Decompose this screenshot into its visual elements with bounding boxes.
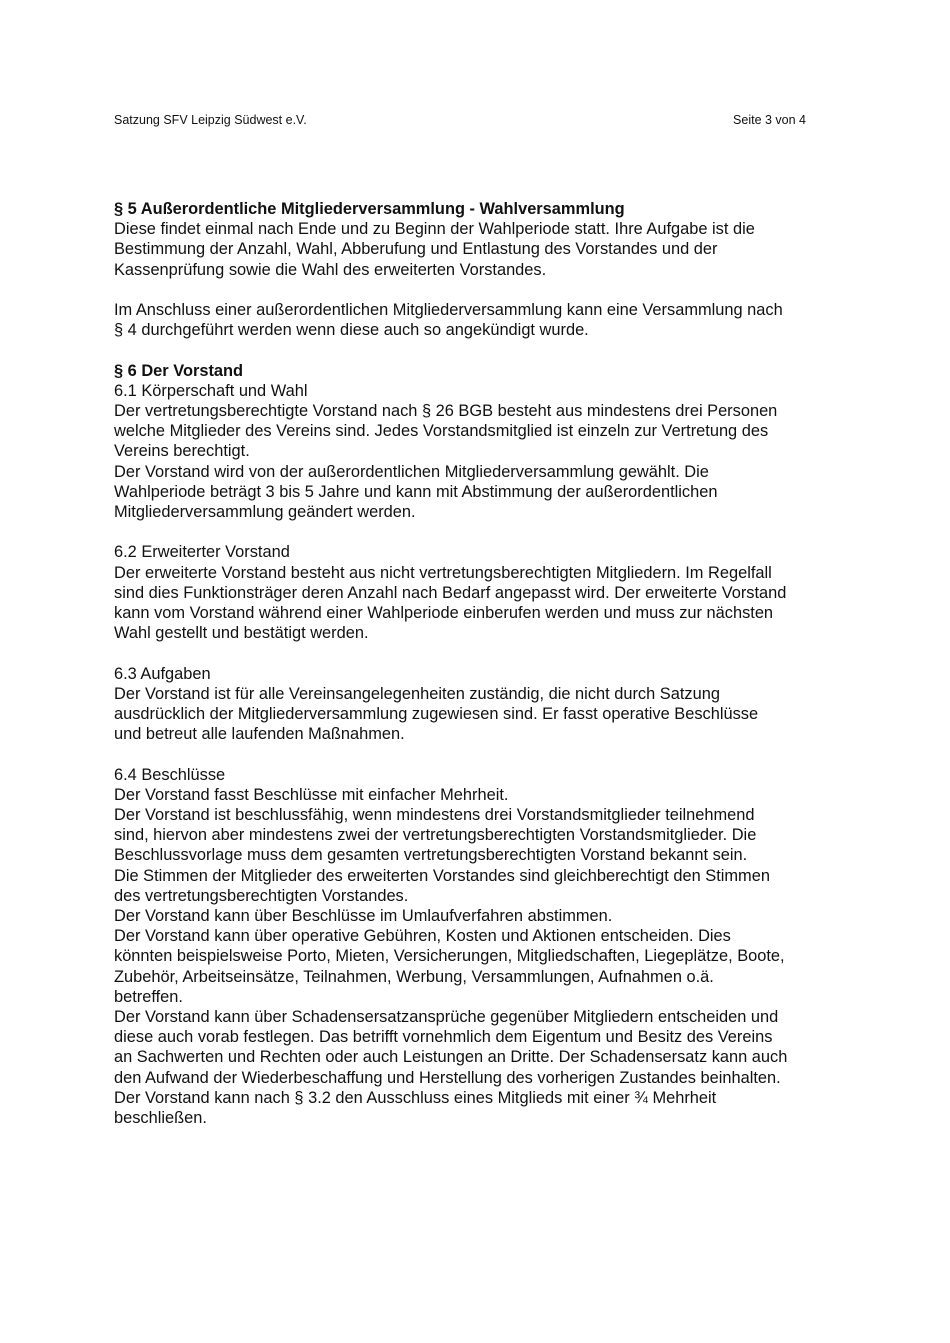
header-document-title: Satzung SFV Leipzig Südwest e.V. (114, 113, 307, 127)
subsection-6-4-body: Der Vorstand fasst Beschlüsse mit einfacher Mehrheit. Der Vorstand ist beschlussfähig, wenn mindestens drei Vorstandsmitglieder teilnehmend sind, hiervon aber mindestens zwei der vertretungsberechtigten Vorstandsmitglieder. Die Beschlussvorlage muss dem gesamten vertretungsberechtigten Vorstand bekannt sein. Die Stimmen der Mitglieder des erweiterten Vorstandes sind gleichberechtigt den Stimmen des vertretungsberechtigten Vorstandes. Der Vorstand kann über Beschlüsse im Umlaufverfahren abstimmen. Der Vorstand kann über operative Gebühren, Kosten und Aktionen entscheiden. Dies könnten beispielsweise Porto, Mieten, Versicherungen, Mitgliedschaften, Liegeplätze, Boote, Zubehör, Arbeitseinsätze, Teilnahmen, Werbung, Versammlungen, Aufnahmen o.ä. betreffen. Der Vorstand kann über Schadensersatzansprüche gegenüber Mitgliedern entscheiden und diese auch vorab festlegen. Das betrifft vornehmlich dem Eigentum und Besitz des Vereins an Sachwerten und Rechten oder auch Leistungen an Dritte. Der Schadensersatz kann auch den Aufwand der Wiederbeschaffung und Herstellung des vorherigen Zustandes beinhalten. Der Vorstand kann nach § 3.2 den Ausschluss eines Mitglieds mit einer ¾ Mehrheit beschließen. (114, 785, 788, 1128)
subsection-6-2-body: Der erweiterte Vorstand besteht aus nicht vertretungsberechtigten Mitgliedern. Im Regelfall sind dies Funktionsträger deren Anzahl nach Bedarf angepasst wird. Der erweiterte Vorstand kann vom Vorstand während einer Wahlperiode einberufen werden und muss zur nächsten Wahl gestellt und bestätigt werden. (114, 563, 787, 643)
subsection-6-2-title: 6.2 Erweiterter Vorstand (114, 543, 290, 562)
paragraph-spacer (114, 744, 854, 764)
section-5-heading: § 5 Außerordentliche Mitgliederversammlung - Wahlversammlung (114, 200, 625, 218)
header-page-number: Seite 3 von 4 (733, 113, 806, 127)
subsection-6-4-title: 6.4 Beschlüsse (114, 765, 226, 784)
section-6-heading: § 6 Der Vorstand (114, 361, 244, 380)
subsection-6-3-body: Der Vorstand ist für alle Vereinsangelegenheiten zuständig, die nicht durch Satzung ausdrücklich der Mitgliederversammlung zugewiesen sind. Er fasst operative Beschlüsse und betreut alle laufenden Maßnahmen. (114, 684, 759, 744)
section-5-paragraph-2: Im Anschluss einer außerordentlichen Mitgliederversammlung kann eine Versammlung nach § 4 durchgeführt werden wenn diese auch so angekündigt wurde. (114, 301, 783, 340)
paragraph-spacer (114, 280, 854, 300)
subsection-6-1-body: Der vertretungsberechtigte Vorstand nach § 26 BGB besteht aus mindestens drei Personen welche Mitglieder des Vereins sind. Jedes Vorstandsmitglied ist einzeln zur Vertretung des Vereins berechtigt. Der Vorstand wird von der außerordentlichen Mitgliederversammlung gewählt. Die Wahlperiode beträgt 3 bis 5 Jahre und kann mit Abstimmung der außerordentlichen Mitgliederversammlung geändert werden. (114, 402, 778, 522)
paragraph-spacer (114, 340, 854, 360)
paragraph-spacer (114, 522, 854, 542)
section-5-paragraph-1: Diese findet einmal nach Ende und zu Beginn der Wahlperiode statt. Ihre Aufgabe ist die Bestimmung der Anzahl, Wahl, Abberufung und Entlastung des Vorstandes und der Kassenprüfung sowie die Wahl des erweiterten Vorstandes. (114, 220, 755, 279)
document-body (114, 199, 854, 1128)
subsection-6-3-title: 6.3 Aufgaben (114, 664, 211, 683)
paragraph-spacer (114, 643, 854, 663)
subsection-6-1-title: 6.1 Körperschaft und Wahl (114, 381, 308, 400)
